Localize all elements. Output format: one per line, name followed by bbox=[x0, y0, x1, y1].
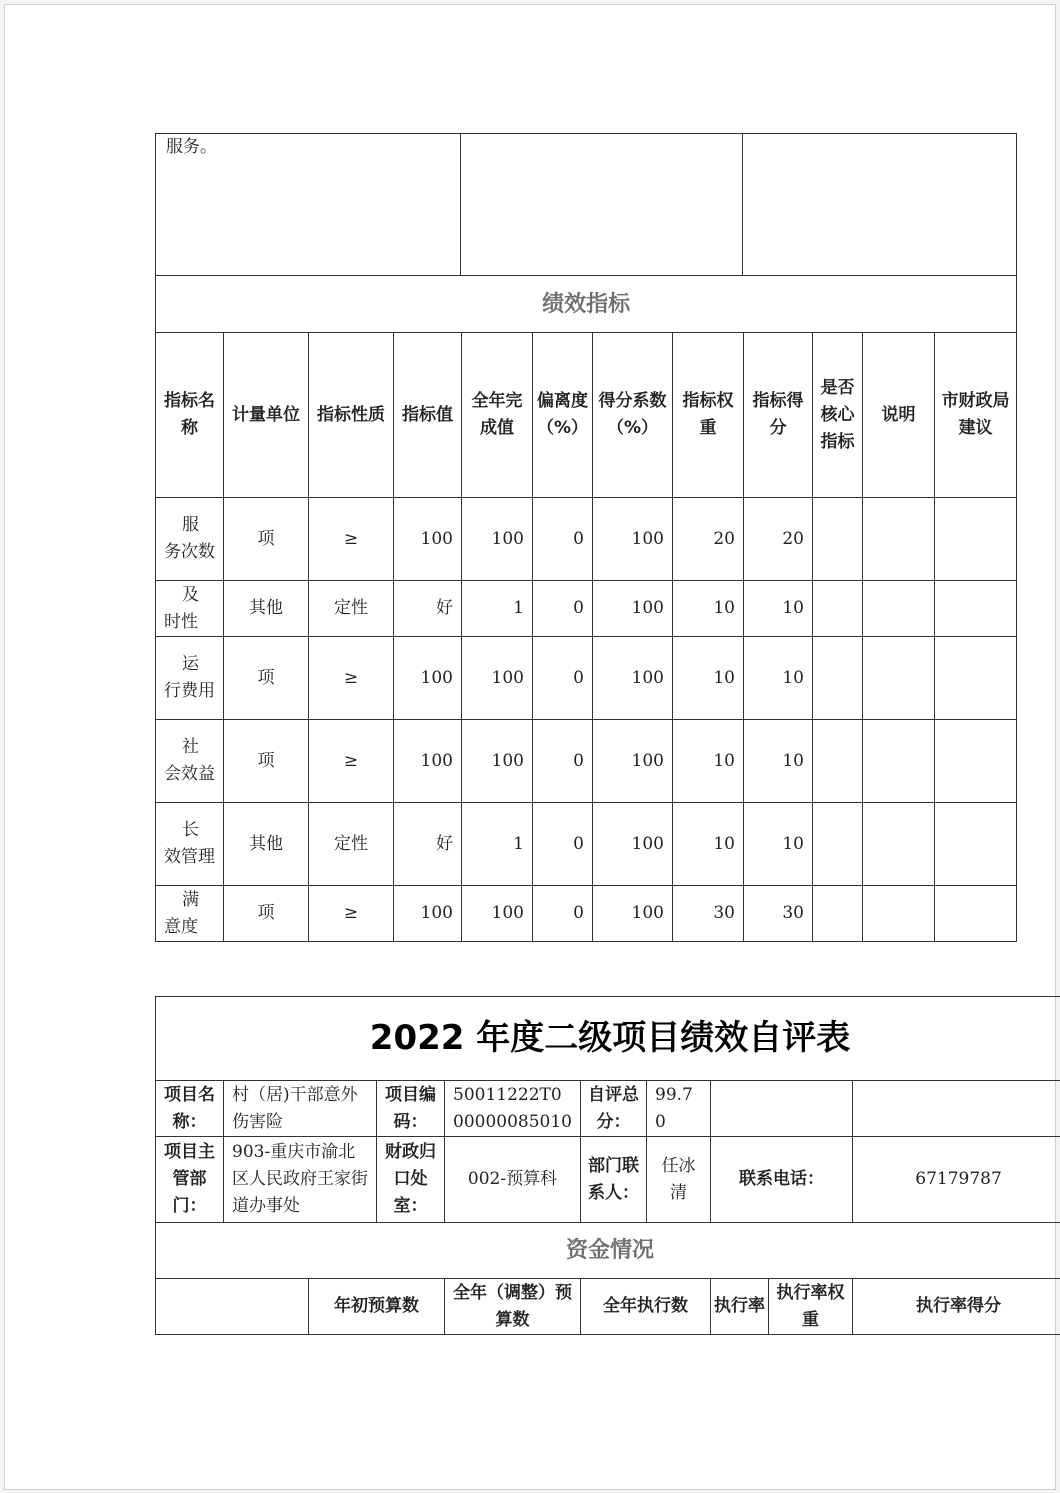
project-name-label: 项目名称： bbox=[156, 1081, 224, 1137]
table-cell: 及时性 bbox=[156, 581, 224, 637]
table-cell: 社会效益 bbox=[156, 720, 224, 803]
table-cell: 100 bbox=[593, 637, 673, 720]
table-cell: 其他 bbox=[224, 581, 309, 637]
table-cell: 100 bbox=[394, 498, 462, 581]
table-cell bbox=[813, 803, 863, 886]
table-cell bbox=[863, 886, 935, 942]
table-cell: 1 bbox=[462, 581, 533, 637]
continuation-table bbox=[155, 133, 1017, 276]
table-cell: 项 bbox=[224, 886, 309, 942]
empty-cell bbox=[743, 134, 1017, 276]
table-cell bbox=[863, 720, 935, 803]
finance-office-label: 财政归口处室： bbox=[377, 1137, 445, 1223]
table-cell bbox=[935, 637, 1017, 720]
table-cell: 10 bbox=[744, 803, 813, 886]
table-cell: 100 bbox=[462, 498, 533, 581]
table-cell: 20 bbox=[673, 498, 744, 581]
table-cell: 0 bbox=[533, 720, 593, 803]
table-cell: 100 bbox=[593, 803, 673, 886]
table-row bbox=[156, 637, 1017, 720]
header-notes: 说明 bbox=[863, 333, 935, 498]
table-cell bbox=[935, 720, 1017, 803]
table-cell bbox=[813, 720, 863, 803]
department-value: 903-重庆市渝北区人民政府王家街道办事处 bbox=[224, 1137, 377, 1223]
table-cell bbox=[813, 886, 863, 942]
funds-header-initial-budget: 年初预算数 bbox=[309, 1279, 445, 1335]
table-cell: 20 bbox=[744, 498, 813, 581]
header-target-value: 指标值 bbox=[394, 333, 462, 498]
table-cell: 1 bbox=[462, 803, 533, 886]
table-cell: 100 bbox=[593, 498, 673, 581]
self-score-value: 99.70 bbox=[647, 1081, 711, 1137]
table-cell bbox=[863, 581, 935, 637]
contact-value: 任冰清 bbox=[647, 1137, 711, 1223]
empty-cell bbox=[461, 134, 743, 276]
table-cell bbox=[935, 886, 1017, 942]
header-nature: 指标性质 bbox=[309, 333, 394, 498]
header-score-coefficient: 得分系数（%） bbox=[593, 333, 673, 498]
continuation-text: 服务。 bbox=[166, 137, 217, 157]
table-cell bbox=[863, 803, 935, 886]
phone-label: 联系电话： bbox=[711, 1137, 853, 1223]
table-cell bbox=[813, 637, 863, 720]
table-cell: 0 bbox=[533, 886, 593, 942]
table-cell: 100 bbox=[462, 637, 533, 720]
project-code-value: 50011222T000000085010 bbox=[445, 1081, 581, 1137]
section-title-funds: 资金情况 bbox=[156, 1223, 1060, 1279]
table-cell: 好 bbox=[394, 803, 462, 886]
table-cell: 100 bbox=[462, 720, 533, 803]
table-cell bbox=[813, 498, 863, 581]
funds-header-adjusted-budget: 全年（调整）预算数 bbox=[445, 1279, 581, 1335]
table-cell: 运行费用 bbox=[156, 637, 224, 720]
table-cell bbox=[863, 498, 935, 581]
header-is-core: 是否核心指标 bbox=[813, 333, 863, 498]
funds-header-executed: 全年执行数 bbox=[581, 1279, 711, 1335]
header-deviation: 偏离度（%） bbox=[533, 333, 593, 498]
project-code-label: 项目编码： bbox=[377, 1081, 445, 1137]
document-page bbox=[4, 4, 1056, 1490]
header-actual-value: 全年完成值 bbox=[462, 333, 533, 498]
table-row bbox=[156, 803, 1017, 886]
table-cell: 项 bbox=[224, 498, 309, 581]
funds-header-rate-score: 执行率得分 bbox=[853, 1279, 1060, 1335]
table-cell: 100 bbox=[593, 886, 673, 942]
table-cell: 30 bbox=[673, 886, 744, 942]
table-cell bbox=[813, 581, 863, 637]
header-unit: 计量单位 bbox=[224, 333, 309, 498]
table-cell: ≥ bbox=[309, 498, 394, 581]
table-cell: 10 bbox=[744, 637, 813, 720]
table-cell: 0 bbox=[533, 581, 593, 637]
table-cell: 10 bbox=[744, 581, 813, 637]
phone-value: 67179787 bbox=[853, 1137, 1060, 1223]
header-finance-advice: 市财政局建议 bbox=[935, 333, 1017, 498]
table-cell: ≥ bbox=[309, 720, 394, 803]
table-cell bbox=[935, 498, 1017, 581]
continuation-cell bbox=[156, 134, 461, 276]
table-cell: 0 bbox=[533, 498, 593, 581]
table-cell bbox=[935, 803, 1017, 886]
table-cell: 好 bbox=[394, 581, 462, 637]
contact-label: 部门联系人： bbox=[581, 1137, 647, 1223]
table-row bbox=[156, 720, 1017, 803]
table-cell: 定性 bbox=[309, 803, 394, 886]
table-cell: 10 bbox=[673, 803, 744, 886]
funds-header-blank bbox=[156, 1279, 309, 1335]
table-row bbox=[156, 886, 1017, 942]
table-cell: 10 bbox=[673, 720, 744, 803]
table-cell: 长效管理 bbox=[156, 803, 224, 886]
table-row bbox=[156, 498, 1017, 581]
table-cell: 项 bbox=[224, 720, 309, 803]
table-cell: 10 bbox=[673, 581, 744, 637]
header-weight: 指标权重 bbox=[673, 333, 744, 498]
table-cell: 服务次数 bbox=[156, 498, 224, 581]
funds-header-execution-rate: 执行率 bbox=[711, 1279, 769, 1335]
table-cell: 0 bbox=[533, 637, 593, 720]
table-cell: 100 bbox=[593, 720, 673, 803]
table-cell: 100 bbox=[394, 886, 462, 942]
table-cell bbox=[935, 581, 1017, 637]
table-cell: 100 bbox=[593, 581, 673, 637]
table-cell: 0 bbox=[533, 803, 593, 886]
table-cell bbox=[863, 637, 935, 720]
performance-table bbox=[155, 275, 1017, 942]
table-cell: 其他 bbox=[224, 803, 309, 886]
table-cell: 30 bbox=[744, 886, 813, 942]
empty-cell bbox=[853, 1081, 1060, 1137]
table-cell: 100 bbox=[462, 886, 533, 942]
header-score: 指标得分 bbox=[744, 333, 813, 498]
table-cell: ≥ bbox=[309, 637, 394, 720]
department-label: 项目主管部门： bbox=[156, 1137, 224, 1223]
table-cell: 100 bbox=[394, 637, 462, 720]
evaluation-form bbox=[155, 996, 1060, 1335]
project-name-value: 村（居)干部意外伤害险 bbox=[224, 1081, 377, 1137]
table-cell: 10 bbox=[744, 720, 813, 803]
table-cell: 10 bbox=[673, 637, 744, 720]
self-score-label: 自评总分： bbox=[581, 1081, 647, 1137]
table-cell: 满意度 bbox=[156, 886, 224, 942]
form-title: 2022 年度二级项目绩效自评表 bbox=[156, 997, 1060, 1081]
table-cell: 项 bbox=[224, 637, 309, 720]
header-indicator-name: 指标名称 bbox=[156, 333, 224, 498]
finance-office-value: 002-预算科 bbox=[445, 1137, 581, 1223]
table-cell: 100 bbox=[394, 720, 462, 803]
section-title-performance: 绩效指标 bbox=[156, 276, 1017, 333]
empty-cell bbox=[711, 1081, 853, 1137]
table-cell: 定性 bbox=[309, 581, 394, 637]
table-row bbox=[156, 581, 1017, 637]
table-cell: ≥ bbox=[309, 886, 394, 942]
funds-header-rate-weight: 执行率权重 bbox=[769, 1279, 853, 1335]
